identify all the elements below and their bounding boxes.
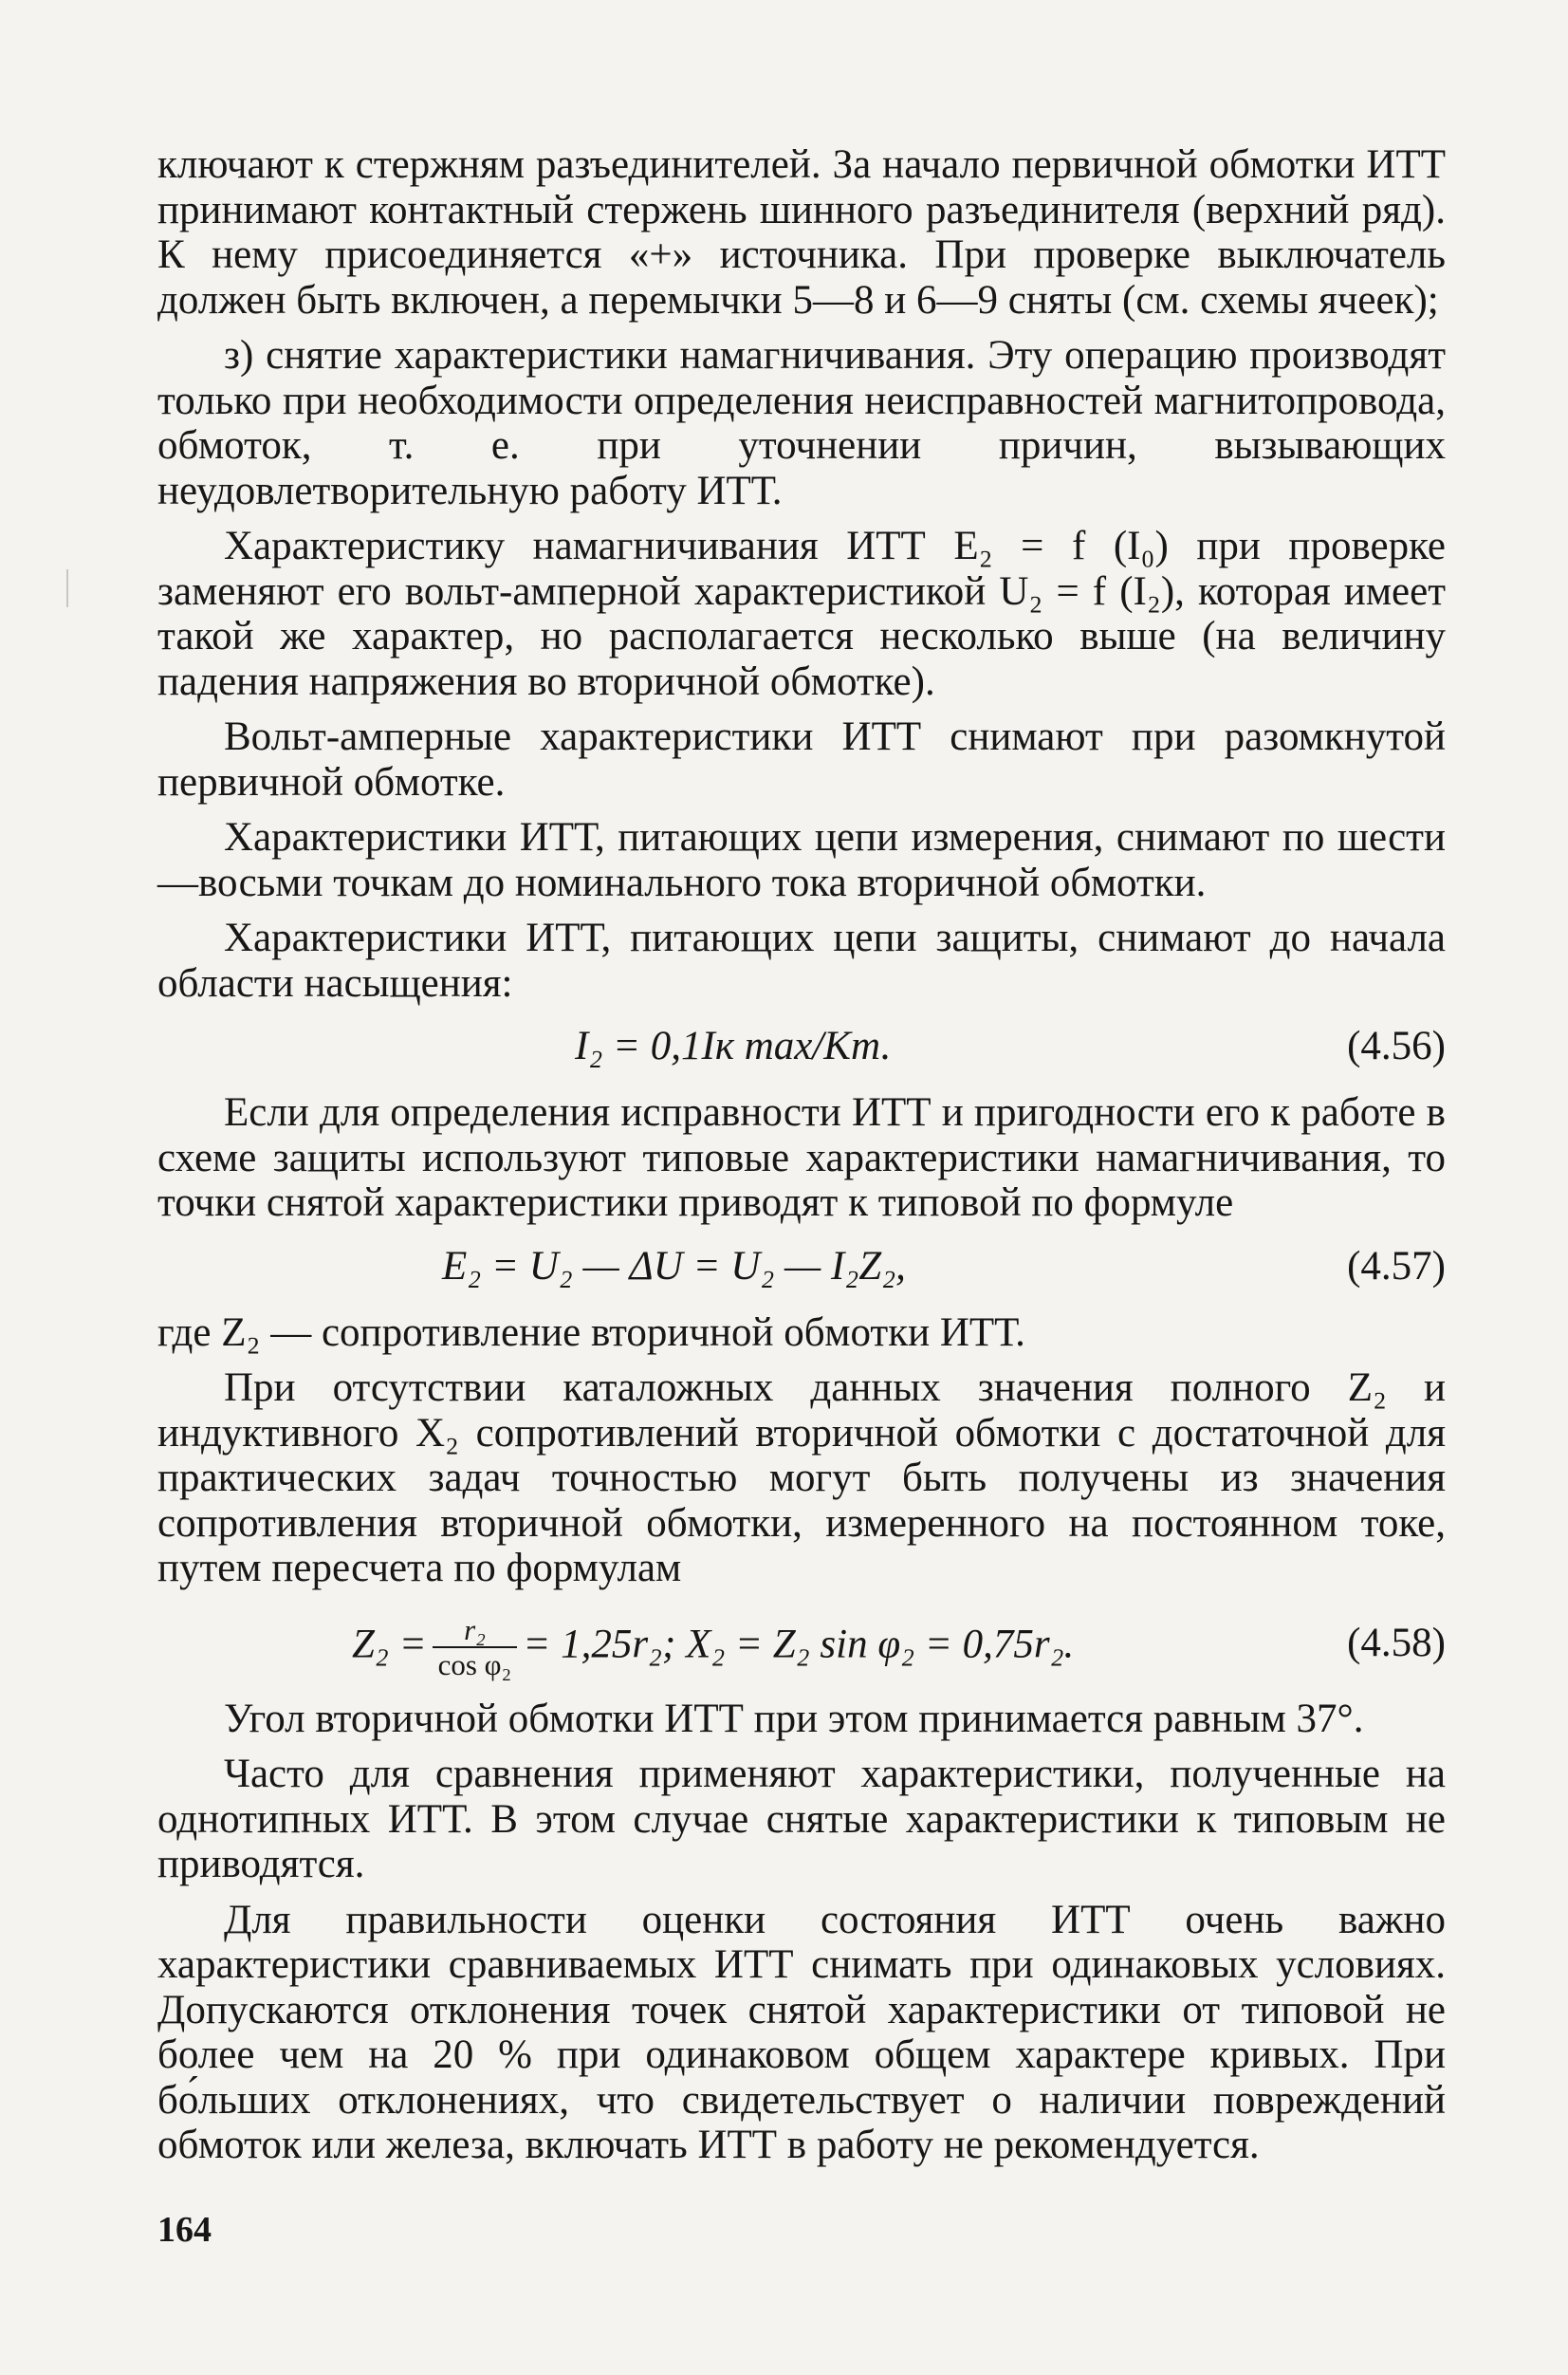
equation-4-57-number: (4.57) <box>1347 1243 1446 1289</box>
equation-4-58-numerator: r₂ <box>433 1613 518 1649</box>
paragraph-protection-circuits: Характеристики ИТТ, питающих цепи защиты, снимают до начала области насыщения: <box>157 916 1446 1006</box>
paragraph-volt-ampere: Вольт-амперные характеристики ИТТ снимают при разомкнутой первичной обмотке. <box>157 714 1446 805</box>
equation-4-58 <box>157 1602 1446 1689</box>
paragraph-angle: Угол вторичной обмотки ИТТ при этом принимается равным 37°. <box>224 1696 1364 1741</box>
paragraph-continuation: ключают к стержням разъединителей. За начало первичной обмотки ИТТ принимают контактный стержень шинного разъединителя (верхний ряд). К нему присоединяется «+» источника. При проверке выключатель должен быть включен, а перемычки 5—8 и 6—9 сняты (см. схемы ячеек); <box>157 142 1446 323</box>
paragraph-typical-characteristics: Если для определения исправности ИТТ и пригодности его к работе в схеме защиты используют типовые характеристики намагничивания, то точки снятой характеристики приводят к типовой по формуле <box>157 1090 1446 1225</box>
equation-4-56 <box>157 1016 1446 1083</box>
equation-4-58-denominator: cos φ₂ <box>437 1648 512 1682</box>
paragraph-measurement-circuits: Характеристики ИТТ, питающих цепи измерения, снимают по шести—восьми точкам до номинального тока вторичной обмотки. <box>157 815 1446 905</box>
paragraph-same-type: Часто для сравнения применяют характеристики, полученные на однотипных ИТТ. В этом случае снятые характеристики к типовым не приводятся. <box>157 1752 1446 1886</box>
scan-artifact <box>66 569 68 607</box>
paragraph-evaluation: Для правильности оценки состояния ИТТ очень важно характеристики сравниваемых ИТТ снимать при одинаковых условиях. Допускаются отклонения точек снятой характеристики от типовой не более чем на 20 % при одинаковом общем характере кривых. При бо́льших отклонениях, что свидетельствует о наличии повреждений обмоток или железа, включать ИТТ в работу не рекомендуется. <box>157 1897 1446 2167</box>
equation-4-58-number: (4.58) <box>1347 1620 1446 1665</box>
paragraph-catalog-data: При отсутствии каталожных данных значения полного Z₂ и индуктивного X₂ сопротивлений вторичной обмотки с достаточной для практических задач точностью могут быть получены из значения сопротивления вторичной обмотки, измеренного на постоянном токе, путем пересчета по формулам <box>157 1365 1446 1590</box>
equation-4-58-lhs: Z₂ = <box>352 1621 427 1666</box>
body-text <box>157 142 1446 2179</box>
equation-4-58-body <box>352 1613 1074 1682</box>
equation-4-57-body: E₂ = U₂ — ΔU = U₂ — I₂Z₂, <box>442 1243 906 1289</box>
page-number: 164 <box>157 2210 212 2250</box>
paragraph-where-z2: где Z₂ — сопротивление вторичной обмотки ИТТ. <box>157 1309 1025 1355</box>
equation-4-56-number: (4.56) <box>1347 1024 1446 1068</box>
equation-4-58-rhs: = 1,25r₂; X₂ = Z₂ sin φ₂ = 0,75r₂. <box>523 1621 1075 1666</box>
paragraph-magnetization: Характеристику намагничивания ИТТ E₂ = f (I₀) при проверке заменяют его вольт-амперной характеристикой U₂ = f (I₂), которая имеет такой же характер, но располагается несколько выше (на величину падения напряжения во вторичной обмотке). <box>157 524 1446 704</box>
paragraph-item-z: з) снятие характеристики намагничивания. Эту операцию производят только при необходимости определения неисправностей магнитопровода, обмоток, т. е. при уточнении причин, вызывающих неудовлетворительную работу ИТТ. <box>157 333 1446 513</box>
equation-4-58-fraction <box>433 1613 518 1682</box>
equation-4-56-body: I₂ = 0,1Iк max/Kт. <box>575 1024 892 1068</box>
equation-4-57 <box>157 1236 1446 1303</box>
